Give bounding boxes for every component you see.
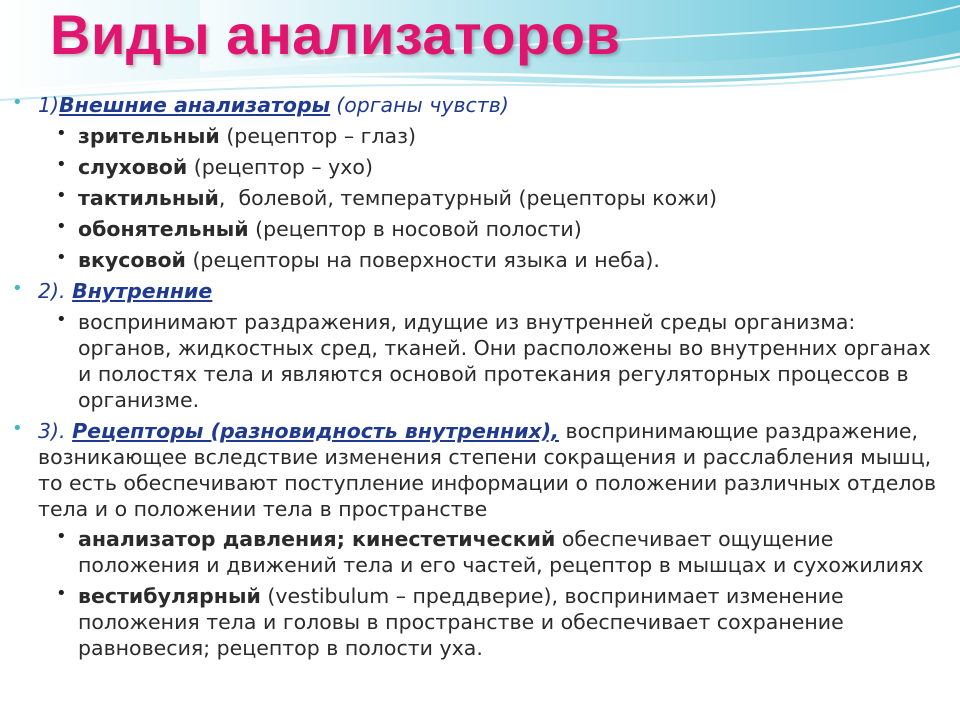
list-item bbox=[0, 123, 960, 149]
list-item bbox=[0, 583, 960, 661]
slide-title: Виды анализаторов bbox=[50, 3, 621, 66]
section-title: Внутренние bbox=[72, 279, 213, 303]
list-item bbox=[0, 526, 960, 578]
item-text: (рецепторы на поверхности языка и неба). bbox=[192, 248, 660, 272]
item-term: зрительный bbox=[78, 124, 220, 148]
item-term: обонятельный bbox=[78, 217, 249, 241]
item-text: болевой, температурный (рецепторы кожи) bbox=[238, 186, 717, 210]
section-number: 1) bbox=[38, 93, 60, 117]
item-term: вкусовой bbox=[78, 248, 186, 272]
item-text: воспринимают раздражения, идущие из внутренней среды организма: органов, жидкостных сред, тканей. Они расположены во внутренних органах и полостях тела и являются основой протекания регуляторных процессов в организме. bbox=[78, 310, 931, 412]
item-term: тактильный bbox=[78, 186, 219, 210]
section-heading-receptors bbox=[0, 418, 960, 522]
section-text: воспринимающие раздражение, возникающее вследствие изменения степени сокращения и расслабления мышц, то есть обеспечивают поступление информации о положении различных отделов тела и о положении тела в пространстве bbox=[38, 419, 937, 521]
item-text: (рецептор – глаз) bbox=[226, 124, 417, 148]
bullet-icon: • bbox=[56, 526, 67, 547]
item-text: (vestibulum – преддверие), воспринимает изменение положения тела и головы в пространстве и обеспечивает сохранение равновесия; рецептор в полости уха. bbox=[78, 584, 844, 660]
bullet-icon: • bbox=[12, 278, 23, 299]
item-term: слуховой bbox=[78, 155, 188, 179]
section-title: Рецепторы (разновидность внутренних), bbox=[72, 419, 559, 443]
bullet-icon: • bbox=[56, 216, 67, 237]
list-item bbox=[0, 216, 960, 242]
section-heading-internal bbox=[0, 278, 960, 304]
section-note: (органы чувств) bbox=[336, 93, 509, 117]
list-item: • тактильный, болевой, температурный (рецепторы кожи) bbox=[56, 185, 717, 210]
bullet-icon: • bbox=[12, 418, 23, 439]
bullet-icon: • bbox=[56, 247, 67, 268]
list-item bbox=[0, 247, 960, 273]
bullet-icon: • bbox=[56, 583, 67, 604]
bullet-icon: • bbox=[56, 154, 67, 175]
bullet-icon: • bbox=[56, 309, 67, 330]
item-term: вестибулярный bbox=[78, 584, 261, 608]
bullet-icon: • bbox=[56, 185, 67, 206]
list-item bbox=[0, 309, 960, 413]
item-text: (рецептор в носовой полости) bbox=[255, 217, 582, 241]
section-heading-external bbox=[0, 92, 960, 118]
item-term: анализатор давления; кинестетический bbox=[78, 527, 556, 551]
section-number: 3). bbox=[38, 419, 66, 443]
section-title: Внешние анализаторы bbox=[59, 93, 331, 117]
item-text: обеспечивает ощущение положения и движений тела и его частей, рецептор в мышцах и сухожилиях bbox=[78, 527, 924, 577]
section-number: 2). bbox=[38, 279, 66, 303]
bullet-icon: • bbox=[12, 92, 23, 113]
list-item bbox=[0, 154, 960, 180]
bullet-icon: • bbox=[56, 123, 67, 144]
item-text: (рецептор – ухо) bbox=[193, 155, 373, 179]
slide-content bbox=[0, 92, 960, 661]
